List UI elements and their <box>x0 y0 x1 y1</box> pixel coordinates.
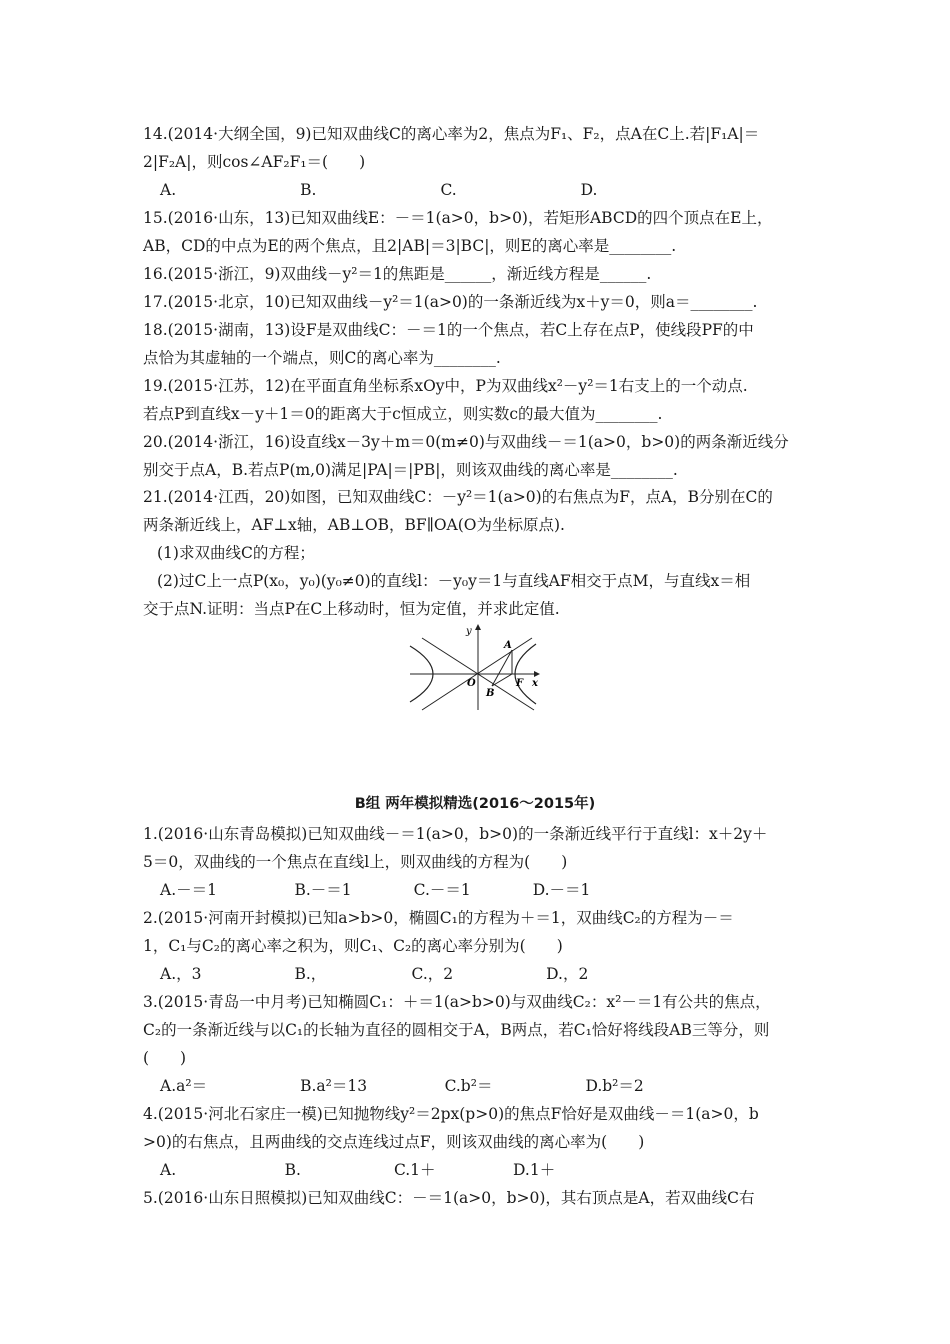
options-line: A. B. C.1＋ D.1＋ <box>160 1161 556 1179</box>
text-line: 18.(2015·湖南，13)设F是双曲线C：－＝1的一个焦点，若C上存在点P，使线段PF的中 <box>143 321 754 339</box>
text-line: 16.(2015·浙江，9)双曲线－y²＝1的焦距是______，渐近线方程是______. <box>143 265 652 283</box>
text-line: 5＝0，双曲线的一个焦点在直线l上，则双曲线的方程为( ) <box>143 853 568 871</box>
label-a: A <box>504 640 512 651</box>
text-line: 5.(2016·山东日照模拟)已知双曲线C：－＝1(a>0，b>0)，其右顶点是A，若双曲线C右 <box>143 1189 755 1207</box>
label-y: y <box>466 626 472 637</box>
text-line: (1)求双曲线C的方程； <box>157 544 315 562</box>
label-x: x <box>532 678 538 689</box>
text-line: 1.(2016·山东青岛模拟)已知双曲线－＝1(a>0，b>0)的一条渐近线平行于直线l：x＋2y＋ <box>143 825 768 843</box>
options-line: A. B. C. D. <box>160 181 598 199</box>
text-line: 4.(2015·河北石家庄一模)已知抛物线y²＝2px(p>0)的焦点F恰好是双曲线－＝1(a>0，b <box>143 1105 759 1123</box>
text-line: C₂的一条渐近线与以C₁的长轴为直径的圆相交于A，B两点，若C₁恰好将线段AB三等分，则 <box>143 1021 770 1039</box>
text-line: 两条渐近线上，AF⊥x轴，AB⊥OB，BF∥OA(O为坐标原点). <box>143 516 565 534</box>
text-line: 别交于点A，B.若点P(m,0)满足|PA|＝|PB|，则该双曲线的离心率是________. <box>143 461 678 479</box>
text-line: (2)过C上一点P(x₀，y₀)(y₀≠0)的直线l：－y₀y＝1与直线AF相交于点M，与直线x＝相 <box>157 572 751 590</box>
text-line: 17.(2015·北京，10)已知双曲线－y²＝1(a>0)的一条渐近线为x＋y＝0，则a＝________. <box>143 293 758 311</box>
hyperbola-figure <box>408 624 540 712</box>
options-line: A.，3 B.， C.，2 D.，2 <box>160 965 589 983</box>
text-line: 3.(2015·青岛一中月考)已知椭圆C₁：＋＝1(a>b>0)与双曲线C₂：x²－＝1有公共的焦点， <box>143 993 771 1011</box>
text-line: ( ) <box>143 1049 187 1067</box>
text-line: 交于点N.证明：当点P在C上移动时，恒为定值，并求此定值. <box>143 600 560 618</box>
text-line: 2|F₂A|，则cos∠AF₂F₁＝( ) <box>143 153 366 171</box>
text-line: AB，CD的中点为E的两个焦点，且2|AB|＝3|BC|，则E的离心率是________. <box>143 237 677 255</box>
text-line: 20.(2014·浙江，16)设直线x－3y＋m＝0(m≠0)与双曲线－＝1(a>0，b>0)的两条渐近线分 <box>143 433 789 451</box>
text-line: 若点P到直线x－y＋1＝0的距离大于c恒成立，则实数c的最大值为________. <box>143 405 663 423</box>
options-line: A.－＝1 B.－＝1 C.－＝1 D.－＝1 <box>160 881 591 899</box>
label-f: F <box>516 678 524 689</box>
text-line: 1，C₁与C₂的离心率之积为，则C₁、C₂的离心率分别为( ) <box>143 937 563 955</box>
text-line: 点恰为其虚轴的一个端点，则C的离心率为________. <box>143 349 501 367</box>
section-title: B组 两年模拟精选(2016～2015年) <box>354 796 596 812</box>
text-line: 19.(2015·江苏，12)在平面直角坐标系xOy中，P为双曲线x²－y²＝1右支上的一个动点. <box>143 377 748 395</box>
text-line: 15.(2016·山东，13)已知双曲线E：－＝1(a>0，b>0)，若矩形ABCD的四个顶点在E上， <box>143 209 773 227</box>
options-line: A.a²＝ B.a²＝13 C.b²＝ D.b²＝2 <box>160 1077 644 1095</box>
text-line: >0)的右焦点，且两曲线的交点连线过点F，则该双曲线的离心率为( ) <box>143 1133 645 1151</box>
segment-ab <box>492 650 512 686</box>
text-line: 2.(2015·河南开封模拟)已知a>b>0，椭圆C₁的方程为＋＝1，双曲线C₂的方程为－＝ <box>143 909 734 927</box>
text-line: 14.(2014·大纲全国，9)已知双曲线C的离心率为2，焦点为F₁、F₂，点A在C上.若|F₁A|＝ <box>143 125 760 143</box>
y-axis-arrow <box>475 624 481 630</box>
label-b: B <box>486 688 495 699</box>
text-line: 21.(2014·江西，20)如图，已知双曲线C：－y²＝1(a>0)的右焦点为F，点A，B分别在C的 <box>143 488 773 506</box>
x-axis-arrow <box>534 671 540 677</box>
label-origin: O <box>467 678 476 689</box>
